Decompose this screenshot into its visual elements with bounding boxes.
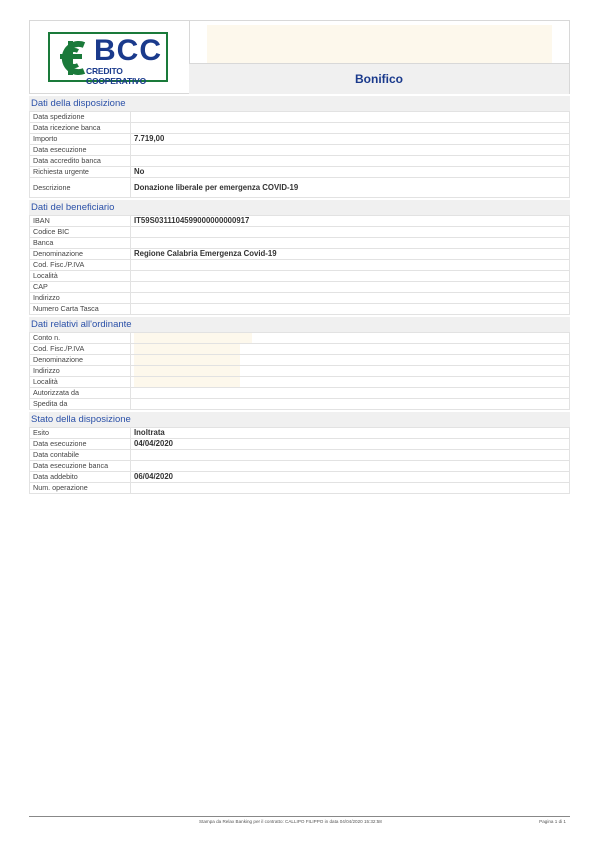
row-label: Codice BIC	[30, 227, 131, 238]
logo-text: BCC	[94, 34, 162, 67]
row-label: Data esecuzione	[30, 439, 131, 450]
logo-subtext: CREDITO COOPERATIVO	[86, 66, 146, 86]
header-redacted-area	[207, 25, 552, 63]
row-label: Data accredito banca	[30, 156, 131, 167]
row-label: Spedita da	[30, 399, 131, 410]
table-disposizione	[29, 111, 570, 198]
table-row	[30, 178, 570, 198]
table-row	[30, 428, 570, 439]
importo-value: 7.719,00	[131, 134, 570, 145]
table-row	[30, 227, 570, 238]
row-value	[131, 282, 570, 293]
table-row	[30, 472, 570, 483]
row-label: CAP	[30, 282, 131, 293]
row-value	[131, 399, 570, 410]
data-addebito-value: 06/04/2020	[131, 472, 570, 483]
section-title-stato: Stato della disposizione	[29, 412, 570, 427]
table-row	[30, 282, 570, 293]
row-value	[131, 450, 570, 461]
section-title-ordinante: Dati relativi all'ordinante	[29, 317, 570, 332]
logo-box	[30, 21, 190, 93]
row-value	[131, 227, 570, 238]
footer-page-number: Pagina 1 di 1	[539, 819, 566, 824]
table-row	[30, 156, 570, 167]
row-label: Località	[30, 377, 131, 388]
row-label: Cod. Fisc./P.IVA	[30, 344, 131, 355]
row-label: Denominazione	[30, 249, 131, 260]
row-label: Località	[30, 271, 131, 282]
document-header	[29, 20, 570, 94]
row-label: Data spedizione	[30, 112, 131, 123]
row-label: Autorizzata da	[30, 388, 131, 399]
row-label: Richiesta urgente	[30, 167, 131, 178]
table-row	[30, 344, 570, 355]
footer-divider	[29, 816, 570, 817]
table-row	[30, 483, 570, 494]
table-row	[30, 134, 570, 145]
bcc-logo	[48, 32, 168, 86]
table-row	[30, 399, 570, 410]
table-row	[30, 238, 570, 249]
row-value	[131, 271, 570, 282]
row-value	[131, 238, 570, 249]
table-row	[30, 461, 570, 472]
row-value	[131, 461, 570, 472]
row-label: Descrizione	[30, 178, 131, 198]
row-label: Indirizzo	[30, 366, 131, 377]
row-label: Data contabile	[30, 450, 131, 461]
table-row	[30, 333, 570, 344]
redacted-value	[131, 377, 570, 388]
row-label: Banca	[30, 238, 131, 249]
row-value	[131, 123, 570, 134]
row-label: Importo	[30, 134, 131, 145]
redacted-value	[131, 333, 570, 344]
row-label: Data addebito	[30, 472, 131, 483]
descrizione-value: Donazione liberale per emergenza COVID-19	[131, 178, 570, 198]
row-label: Data ricezione banca	[30, 123, 131, 134]
table-row	[30, 260, 570, 271]
table-row	[30, 249, 570, 260]
footer-print-info: Stampa da Relax Banking per il contratto: CALLIPO FILIPPO in data 04/04/2020 15:32:58	[199, 819, 382, 824]
table-row	[30, 450, 570, 461]
row-value	[131, 483, 570, 494]
table-row	[30, 216, 570, 227]
row-label: Num. operazione	[30, 483, 131, 494]
row-label: Numero Carta Tasca	[30, 304, 131, 315]
row-value	[131, 293, 570, 304]
table-stato	[29, 427, 570, 494]
row-value	[131, 260, 570, 271]
table-row	[30, 388, 570, 399]
table-beneficiario	[29, 215, 570, 315]
row-value	[131, 304, 570, 315]
denominazione-value: Regione Calabria Emergenza Covid-19	[131, 249, 570, 260]
row-label: Data esecuzione	[30, 145, 131, 156]
data-esecuzione-value: 04/04/2020	[131, 439, 570, 450]
row-label: Cod. Fisc./P.IVA	[30, 260, 131, 271]
esito-value: Inoltrata	[131, 428, 570, 439]
table-ordinante	[29, 332, 570, 410]
redacted-value	[131, 344, 570, 355]
iban-value: IT59S0311104599000000000917	[131, 216, 570, 227]
table-row	[30, 167, 570, 178]
urgente-value: No	[131, 167, 570, 178]
row-label: Conto n.	[30, 333, 131, 344]
row-label: Denominazione	[30, 355, 131, 366]
table-row	[30, 377, 570, 388]
row-label: IBAN	[30, 216, 131, 227]
page-footer	[29, 816, 570, 824]
document-title: Bonifico	[355, 72, 403, 86]
table-row	[30, 293, 570, 304]
table-row	[30, 439, 570, 450]
row-label: Data esecuzione banca	[30, 461, 131, 472]
document-page	[29, 20, 570, 494]
table-row	[30, 145, 570, 156]
table-row	[30, 366, 570, 377]
table-row	[30, 123, 570, 134]
table-row	[30, 112, 570, 123]
row-label: Esito	[30, 428, 131, 439]
row-value	[131, 145, 570, 156]
row-value	[131, 112, 570, 123]
header-title-bar	[189, 63, 569, 94]
row-value	[131, 156, 570, 167]
redacted-value	[131, 366, 570, 377]
row-label: Indirizzo	[30, 293, 131, 304]
section-title-disposizione: Dati della disposizione	[29, 96, 570, 111]
redacted-value	[131, 355, 570, 366]
row-value	[131, 388, 570, 399]
section-title-beneficiario: Dati del beneficiario	[29, 200, 570, 215]
table-row	[30, 355, 570, 366]
table-row	[30, 271, 570, 282]
table-row	[30, 304, 570, 315]
